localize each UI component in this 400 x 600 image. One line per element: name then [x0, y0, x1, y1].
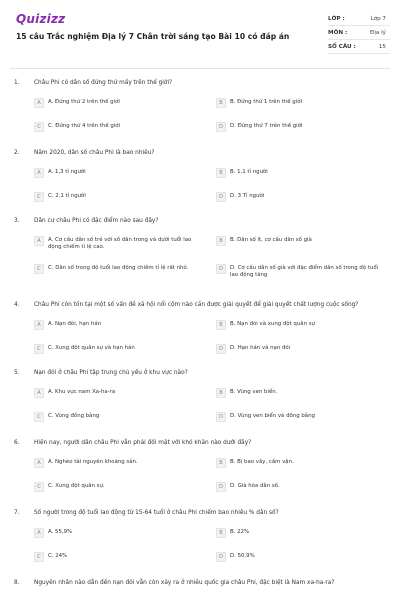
meta-value: 15 — [378, 43, 386, 50]
option-text: A. Nạn đói, hạn hán — [48, 321, 102, 327]
option-text: D. 3 Tỉ người — [230, 193, 265, 199]
option-b[interactable] — [216, 320, 384, 330]
option-c[interactable] — [34, 122, 202, 132]
meta-value: Địa lý — [370, 29, 386, 36]
option-text: A. Cơ cấu dân số trẻ với số dân trong và dưới tuổi lao động chiếm tỉ lệ cao. — [48, 237, 192, 251]
option-text: B. 1,1 tỉ người — [230, 169, 268, 175]
option-letter-box: C — [34, 412, 44, 422]
option-letter-box: D — [216, 344, 226, 354]
option-text: C. Xung đột quân sự. — [48, 483, 105, 489]
option-text: D. Già hóa dân số. — [230, 483, 280, 489]
option-text: D. Đứng thứ 7 trên thế giới — [230, 123, 303, 129]
option-text: D. Hạn hán và nạn đói — [230, 345, 291, 351]
meta-label: LỚP : — [328, 15, 345, 22]
option-b[interactable] — [216, 458, 384, 468]
option-text: A. 1,3 tỉ người — [48, 169, 86, 175]
option-text: C. Đứng thứ 4 trên thế giới — [48, 123, 121, 129]
option-text: D. Vùng ven biển và đồng bằng — [230, 413, 315, 419]
option-letter-box: D — [216, 122, 226, 132]
meta-row-grade — [328, 12, 390, 26]
option-text: C. 24% — [48, 553, 68, 559]
option-letter-box: A — [34, 168, 44, 178]
option-c[interactable] — [34, 344, 202, 354]
option-letter-box: B — [216, 388, 226, 398]
option-c[interactable] — [34, 264, 202, 274]
option-letter-box: A — [34, 320, 44, 330]
option-letter-box: C — [34, 264, 44, 274]
option-letter-box: B — [216, 458, 226, 468]
question-number: 1. — [14, 80, 20, 86]
meta-row-count — [328, 40, 390, 54]
option-a[interactable] — [34, 98, 202, 108]
option-letter-box: D — [216, 552, 226, 562]
option-letter-box: B — [216, 98, 226, 108]
option-text: B. Bị bao vây, cấm vận. — [230, 459, 294, 465]
option-d[interactable] — [216, 412, 384, 422]
option-d[interactable] — [216, 192, 384, 202]
question-text: Nạn đói ở châu Phi tập trung chủ yếu ở khu vực nào? — [34, 370, 188, 376]
option-text: A. Nghèo tài nguyên khoáng sản. — [48, 459, 138, 465]
question-number: 3. — [14, 218, 20, 224]
question-text: Hiện nay, người dân châu Phi vẫn phải đối mặt với khó khăn nào dưới đây? — [34, 440, 252, 446]
option-c[interactable] — [34, 552, 202, 562]
question-text: Năm 2020, dân số châu Phi là bao nhiêu? — [34, 150, 155, 156]
option-text: C. Dân số trong độ tuổi lao động chiếm tỉ lệ rất nhỏ. — [48, 265, 189, 271]
header-divider — [10, 68, 390, 69]
option-b[interactable] — [216, 168, 384, 178]
question-text: Châu Phi còn tồn tại một số vấn đề xã hội nổi cộm nào cần được giải quyết để giải quyết chất lượng cuộc sống? — [34, 302, 359, 308]
option-d[interactable] — [216, 552, 384, 562]
option-letter-box: A — [34, 236, 44, 246]
option-text: D. 50,9% — [230, 553, 255, 559]
option-d[interactable] — [216, 482, 384, 492]
option-a[interactable] — [34, 458, 202, 468]
option-text: B. Dân số ít, cơ cấu dân số già — [230, 237, 312, 243]
option-a[interactable] — [34, 320, 202, 330]
option-text: B. Vùng ven biển. — [230, 389, 278, 395]
option-b[interactable] — [216, 388, 384, 398]
option-text: C. Xung đột quân sự và hạn hán — [48, 345, 135, 351]
meta-label: SỐ CÂU : — [328, 43, 356, 50]
option-letter-box: B — [216, 236, 226, 246]
option-letter-box: A — [34, 98, 44, 108]
question-number: 6. — [14, 440, 20, 446]
option-letter-box: C — [34, 344, 44, 354]
question-number: 8. — [14, 580, 20, 586]
option-letter-box: C — [34, 192, 44, 202]
option-text: B. Đứng thứ 1 trên thế giới — [230, 99, 303, 105]
quizizz-logo: Quizizz — [16, 12, 66, 26]
option-a[interactable] — [34, 168, 202, 178]
option-a[interactable] — [34, 388, 202, 398]
option-letter-box: D — [216, 192, 226, 202]
question-text: Châu Phi có dân số đứng thứ mấy trên thế giới? — [34, 80, 173, 86]
option-c[interactable] — [34, 192, 202, 202]
option-b[interactable] — [216, 528, 384, 538]
option-c[interactable] — [34, 482, 202, 492]
option-letter-box: D — [216, 264, 226, 274]
page-title: 15 câu Trắc nghiệm Địa lý 7 Chân trời sáng tạo Bài 10 có đáp án — [16, 32, 290, 41]
option-letter-box: D — [216, 412, 226, 422]
option-letter-box: D — [216, 482, 226, 492]
question-text: Nguyên nhân nào dẫn đến nạn đói vẫn còn xảy ra ở nhiều quốc gia châu Phi, đặc biệt là Nam xa-ha-ra? — [34, 580, 335, 586]
option-d[interactable] — [216, 122, 384, 132]
option-text: C. Vùng đồng bằng — [48, 413, 100, 419]
question-number: 4. — [14, 302, 20, 308]
option-text: D. Cơ cấu dân số già với đặc điểm dân số trong độ tuổi lao động tăng — [230, 265, 379, 279]
option-a[interactable] — [34, 236, 202, 252]
meta-value: Lớp 7 — [370, 15, 386, 22]
option-letter-box: C — [34, 122, 44, 132]
option-letter-box: A — [34, 458, 44, 468]
option-letter-box: B — [216, 528, 226, 538]
option-letter-box: C — [34, 552, 44, 562]
option-letter-box: A — [34, 388, 44, 398]
question-number: 7. — [14, 510, 20, 516]
option-c[interactable] — [34, 412, 202, 422]
option-d[interactable] — [216, 264, 384, 280]
option-b[interactable] — [216, 236, 384, 246]
option-text: B. 22% — [230, 529, 250, 535]
option-d[interactable] — [216, 344, 384, 354]
option-letter-box: B — [216, 168, 226, 178]
question-number: 2. — [14, 150, 20, 156]
meta-row-subject — [328, 26, 390, 40]
option-letter-box: A — [34, 528, 44, 538]
option-letter-box: B — [216, 320, 226, 330]
option-letter-box: C — [34, 482, 44, 492]
meta-panel — [328, 12, 390, 54]
option-text: A. 55,9% — [48, 529, 73, 535]
option-text: A. Đứng thứ 2 trên thế giới — [48, 99, 120, 105]
meta-label: MÔN : — [328, 29, 348, 36]
question-number: 5. — [14, 370, 20, 376]
question-text: Dân cư châu Phi có đặc điểm nào sau đây? — [34, 218, 159, 224]
option-a[interactable] — [34, 528, 202, 538]
option-text: B. Nạn đói và xung đột quân sự — [230, 321, 315, 327]
question-text: Số người trong độ tuổi lao động từ 15-64 tuổi ở châu Phi chiếm bao nhiêu % dân số? — [34, 510, 279, 516]
option-text: A. Khu vực nam Xa-ha-ra — [48, 389, 116, 395]
option-text: C. 2,1 tỉ người — [48, 193, 86, 199]
option-b[interactable] — [216, 98, 384, 108]
worksheet-header — [0, 0, 400, 66]
